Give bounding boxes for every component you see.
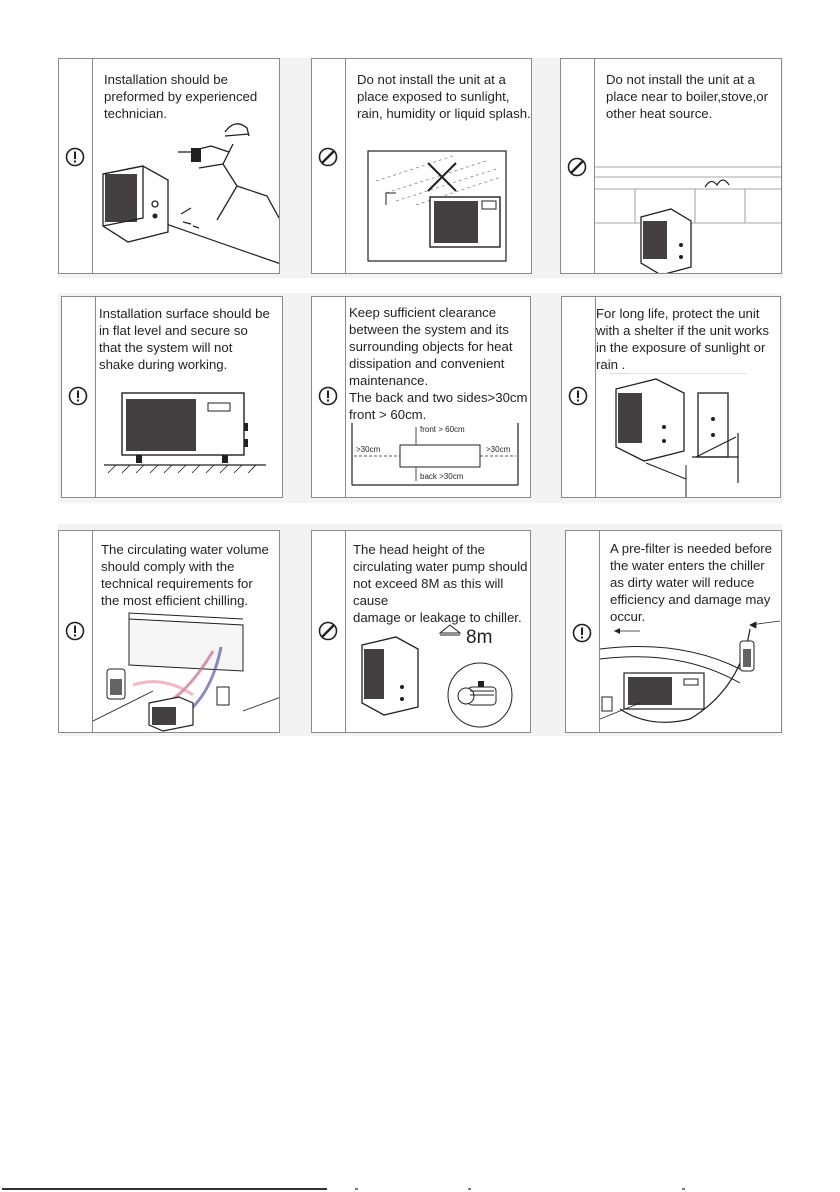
kitchen-heat-source-illustration — [595, 159, 782, 274]
wall-mounted-shelter-illustration — [596, 373, 781, 498]
technician-drilling-illustration — [93, 114, 280, 274]
panel-shelter — [561, 296, 781, 498]
water-circulation-tank-illustration — [93, 611, 280, 733]
footer-mark — [682, 1188, 685, 1190]
prohibited-icon — [318, 147, 338, 167]
left-clearance-label: >30cm — [356, 445, 381, 454]
clearance-diagram — [346, 419, 531, 498]
icon-column — [59, 531, 93, 732]
instruction-text: The head height of the circulating water pump should not exceed 8M as this will cause damage or leakage to chiller. — [353, 542, 528, 625]
sun-rain-exposure-illustration — [346, 141, 532, 274]
panel-technician — [58, 58, 280, 274]
footer-mark — [355, 1188, 358, 1190]
caution-icon — [318, 386, 338, 406]
caution-icon — [572, 623, 592, 643]
instruction-text: For long life, protect the unit with a shelter if the unit works in the exposure of sunlight or rain . — [596, 306, 769, 372]
front-clearance-label: front > 60cm — [420, 425, 465, 434]
panel-pump-head-height — [311, 530, 531, 733]
icon-column — [561, 59, 595, 273]
footer-rule — [2, 1188, 327, 1190]
panel-no-heat-source — [560, 58, 782, 274]
icon-column — [562, 297, 596, 497]
footer-mark — [468, 1188, 471, 1190]
prohibited-icon — [567, 157, 587, 177]
instruction-text: Do not install the unit at a place near to boiler,stove,or other heat source. — [606, 72, 769, 121]
prohibited-icon — [318, 621, 338, 641]
panel-pre-filter — [565, 530, 782, 733]
instruction-text: A pre-filter is needed before the water enters the chiller as dirty water will reduce efficiency and damage may occur. — [610, 541, 773, 624]
unit-on-flat-ground-illustration — [96, 387, 283, 498]
icon-column — [312, 531, 346, 732]
panel-water-volume — [58, 530, 280, 733]
instruction-text: Installation should be preformed by experienced technician. — [104, 72, 258, 121]
caution-icon — [568, 386, 588, 406]
back-clearance-label: back >30cm — [420, 472, 464, 481]
icon-column — [59, 59, 93, 273]
right-clearance-label: >30cm — [486, 445, 511, 454]
panel-clearance — [311, 296, 531, 498]
panel-no-sunlight-rain — [311, 58, 532, 274]
caution-icon — [68, 386, 88, 406]
pre-filter-connection-illustration — [600, 619, 782, 733]
icon-column — [62, 297, 96, 497]
instruction-text: Do not install the unit at a place exposed to sunlight, rain, humidity or liquid splash. — [357, 72, 531, 121]
instruction-text: The circulating water volume should comply with the technical requirements for the most efficient chilling. — [101, 542, 269, 608]
icon-column — [312, 297, 346, 497]
icon-column — [312, 59, 346, 273]
caution-icon — [65, 147, 85, 167]
caution-icon — [65, 621, 85, 641]
panel-flat-surface — [61, 296, 283, 498]
head-height-label: 8m — [466, 627, 493, 648]
icon-column — [566, 531, 600, 732]
chiller-and-pump-illustration — [346, 619, 531, 733]
instruction-text: Keep sufficient clearance between the system and its surrounding objects for heat dissipation and convenient maintenance. The back and two sides>30cm front > 60cm. — [349, 305, 528, 422]
instruction-text: Installation surface should be in flat level and secure so that the system will not shake during working. — [99, 306, 270, 372]
